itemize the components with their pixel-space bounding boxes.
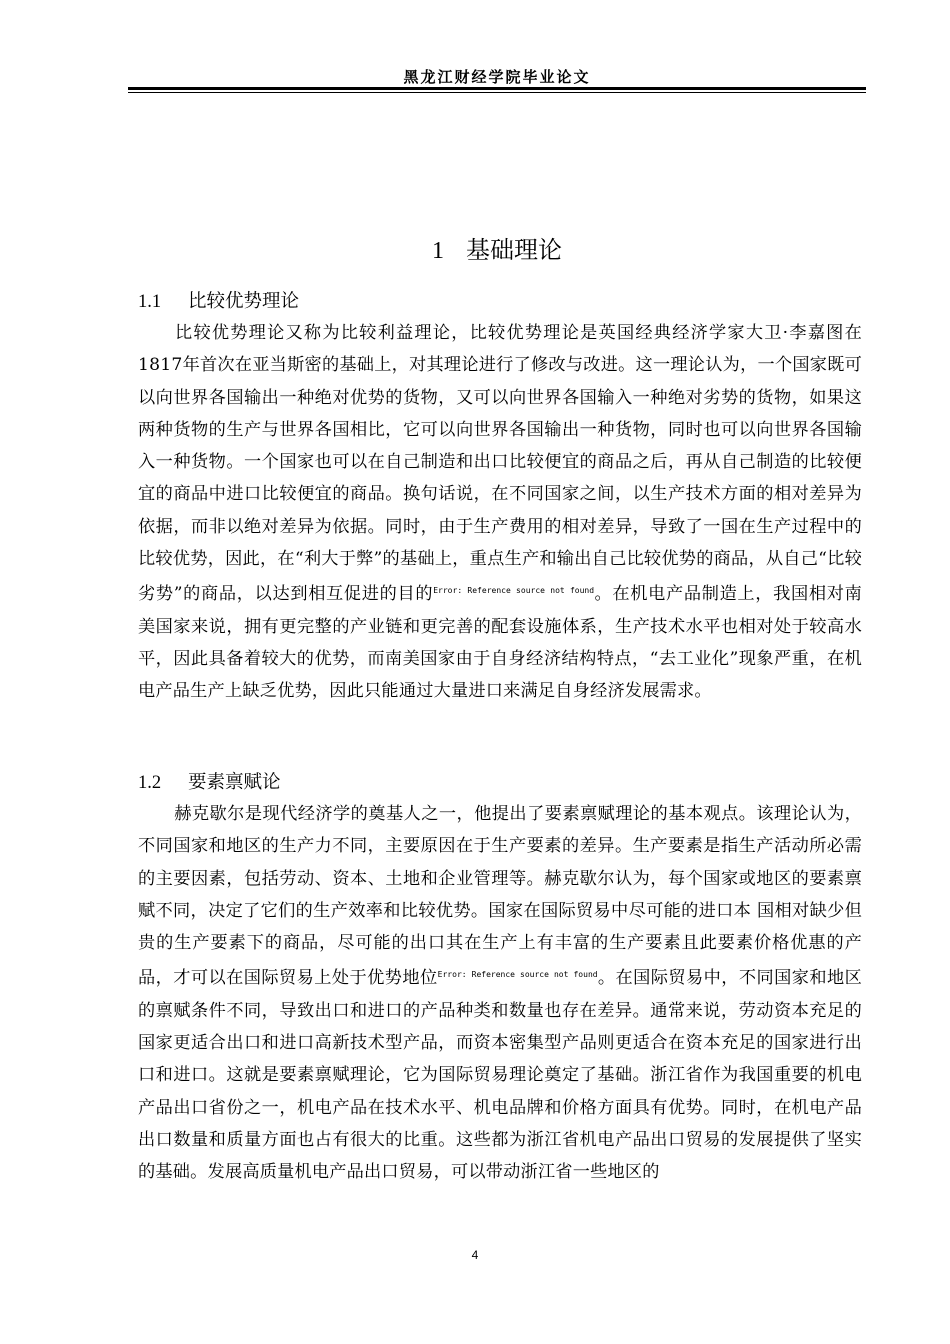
section-number: 1.1 xyxy=(138,292,162,312)
chapter-number: 1 xyxy=(432,238,444,264)
section-heading-1-1 xyxy=(138,287,299,313)
header-rule-thick xyxy=(128,87,866,90)
reference-error: Error: Reference source not found xyxy=(437,970,598,980)
section-heading-1-2 xyxy=(138,768,281,794)
section-number: 1.2 xyxy=(138,773,162,793)
paragraph-text: 赫克歇尔是现代经济学的奠基人之一，他提出了要素禀赋理论的基本观点。该理论认为，不同国家和地区的生产力不同，主要原因在于生产要素的差异。生产要素是指生产活动所必需的主要因素，包括劳动、资本、土地和企业管理等。赫克歇尔认为，每个国家或地区的要素禀赋不同，决定了它们的生产效率和比较优势。国家在国际贸易中尽可能的进口本 国相对缺少但贵的生产要素下的商品，尽可能的出口其在生产上有丰富的生产要素且此要素价格优惠的产品，才可以在国际贸易上处于优势地位 xyxy=(138,804,862,989)
header-rule-thin xyxy=(128,92,866,93)
reference-error: Error: Reference source not found xyxy=(433,586,595,596)
chapter-title: 基础理论 xyxy=(466,236,562,264)
paragraph-factor-endowment xyxy=(138,798,862,1189)
page-number: 4 xyxy=(471,1248,479,1262)
paragraph-text: 比较优势理论又称为比较利益理论，比较优势理论是英国经典经济学家大卫·李嘉图在1817年首次在亚当斯密的基础上，对其理论进行了修改与改进。这一理论认为，一个国家既可以向世界各国输出一种绝对优势的货物，又可以向世界各国输入一种绝对劣势的货物，如果这两种货物的生产与世界各国相比，它可以向世界各国输出一种货物，同时也可以向世界各国输入一种货物。一个国家也可以在自己制造和出口比较便宜的商品之后，再从自己制造的比较便宜的商品中进口比较便宜的商品。换句话说，在不同国家之间，以生产技术方面的相对差异为依据，而非以绝对差异为依据。同时，由于生产费用的相对差异，导致了一国在生产过程中的比较优势，因此，在“利大于弊”的基础上，重点生产和输出自己比较优势的商品，从自己“比较劣势”的商品，以达到相互促进的目的 xyxy=(138,323,862,605)
section-title: 比较优势理论 xyxy=(188,291,300,312)
paragraph-comparative-advantage xyxy=(138,317,862,708)
section-title: 要素禀赋论 xyxy=(188,772,281,793)
paragraph-text: 。在国际贸易中，不同国家和地区的禀赋条件不同，导致出口和进口的产品种类和数量也存在差异。通常来说，劳动资本充足的国家更适合出口和进口高新技术型产品，而资本密集型产品则更适合在资本充足的国家进行出口和进口。这就是要素禀赋理论，它为国际贸易理论奠定了基础。浙江省作为我国重要的机电产品出口省份之一，机电产品在技术水平、机电品牌和价格方面具有优势。同时，在机电产品出口数量和质量方面也占有很大的比重。这些都为浙江省机电产品出口贸易的发展提供了坚实的基础。发展高质量机电产品出口贸易，可以带动浙江省一些地区的 xyxy=(138,968,862,1183)
chapter-heading xyxy=(128,230,866,265)
paragraph-text: 。在机电产品制造上，我国相对南美国家来说，拥有更完整的产业链和更完善的配套设施体系，生产技术水平也相对处于较高水平，因此具备着较大的优势，而南美国家由于自身经济结构特点，“去工业化”现象严重，在机电产品生产上缺乏优势，因此只能通过大量进口来满足自身经济发展需求。 xyxy=(138,584,862,702)
running-header: 黑龙江财经学院毕业论文 xyxy=(403,68,591,86)
